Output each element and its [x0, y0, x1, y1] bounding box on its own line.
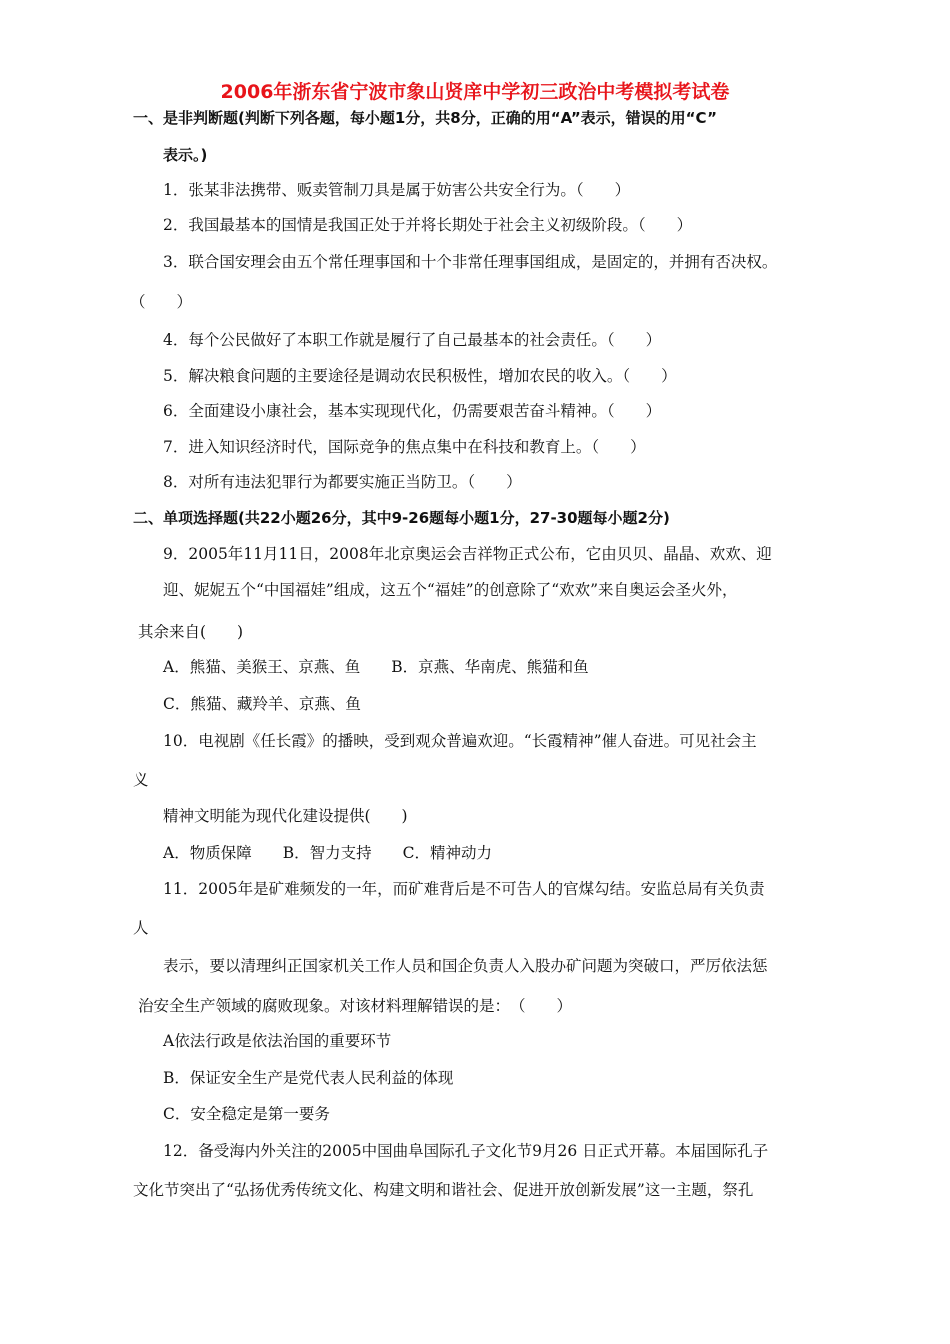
line-section1-heading-a: 一、是非判断题(判断下列各题，每小题1分，共8分，正确的用“A”表示，错误的用“C” — [133, 109, 717, 127]
line-q9-b: 迎、妮妮五个“中国福娃”组成，这五个“福娃”的创意除了“欢欢”来自奥运会圣火外， — [163, 581, 738, 599]
line-q7: 7．进入知识经济时代，国际竞争的焦点集中在科技和教育上。（ ） — [163, 438, 646, 456]
line-q1: 1．张某非法携带、贩卖管制刀具是属于妨害公共安全行为。（ ） — [163, 181, 631, 199]
line-q9-opt-c: C．熊猫、藏羚羊、京燕、鱼 — [163, 695, 361, 713]
line-q3-paren: （ ） — [130, 293, 193, 311]
line-q11-b: 人 — [133, 919, 149, 937]
line-q11-d: 治安全生产领域的腐败现象。对该材料理解错误的是： （ ） — [138, 997, 573, 1015]
line-q8: 8．对所有违法犯罪行为都要实施正当防卫。（ ） — [163, 473, 522, 491]
line-section2-heading: 二、单项选择题(共22小题26分，其中9-26题每小题1分，27-30题每小题2分) — [133, 509, 670, 527]
line-q9-c: 其余来自( ) — [138, 623, 244, 641]
line-q10-c: 精神文明能为现代化建设提供( ) — [163, 807, 408, 825]
line-q9-opt-ab: A．熊猫、美猴王、京燕、鱼 B．京燕、华南虎、熊猫和鱼 — [163, 658, 589, 676]
line-q11-opt-b: B．保证安全生产是党代表人民利益的体现 — [163, 1069, 454, 1087]
line-section1-heading-b: 表示。) — [163, 146, 208, 164]
line-q11-opt-c: C．安全稳定是第一要务 — [163, 1105, 330, 1123]
line-q11-a: 11．2005年是矿难频发的一年，而矿难背后是不可告人的官煤勾结。安监总局有关负责 — [163, 880, 765, 898]
document-title: 2006年浙东省宁波市象山贤庠中学初三政治中考模拟考试卷 — [220, 81, 730, 103]
line-q10-opts: A．物质保障 B．智力支持 C．精神动力 — [163, 844, 492, 862]
line-q11-opt-a: A依法行政是依法治国的重要环节 — [163, 1032, 392, 1050]
line-q12-b: 文化节突出了“弘扬优秀传统文化、构建文明和谐社会、促进开放创新发展”这一主题，祭孔 — [133, 1181, 754, 1199]
line-q4: 4．每个公民做好了本职工作就是履行了自己最基本的社会责任。（ ） — [163, 331, 662, 349]
line-q12-a: 12．备受海内外关注的2005中国曲阜国际孔子文化节9月26 日正式开幕。本届国际孔子 — [163, 1142, 769, 1160]
line-q3: 3．联合国安理会由五个常任理事国和十个非常任理事国组成，是固定的，并拥有否决权。 — [163, 253, 778, 271]
line-q11-c: 表示，要以清理纠正国家机关工作人员和国企负责人入股办矿问题为突破口，严厉依法惩 — [163, 957, 768, 975]
line-q10-b: 义 — [133, 771, 149, 789]
line-q9-a: 9．2005年11月11日，2008年北京奥运会吉祥物正式公布，它由贝贝、晶晶、欢欢、迎 — [163, 545, 772, 563]
line-q10-a: 10．电视剧《任长霞》的播映，受到观众普遍欢迎。“长霞精神”催人奋进。可见社会主 — [163, 732, 757, 750]
line-q5: 5．解决粮食问题的主要途径是调动农民积极性，增加农民的收入。（ ） — [163, 367, 677, 385]
line-q2: 2．我国最基本的国情是我国正处于并将长期处于社会主义初级阶段。（ ） — [163, 216, 693, 234]
line-q6: 6．全面建设小康社会，基本实现现代化，仍需要艰苦奋斗精神。（ ） — [163, 402, 662, 420]
